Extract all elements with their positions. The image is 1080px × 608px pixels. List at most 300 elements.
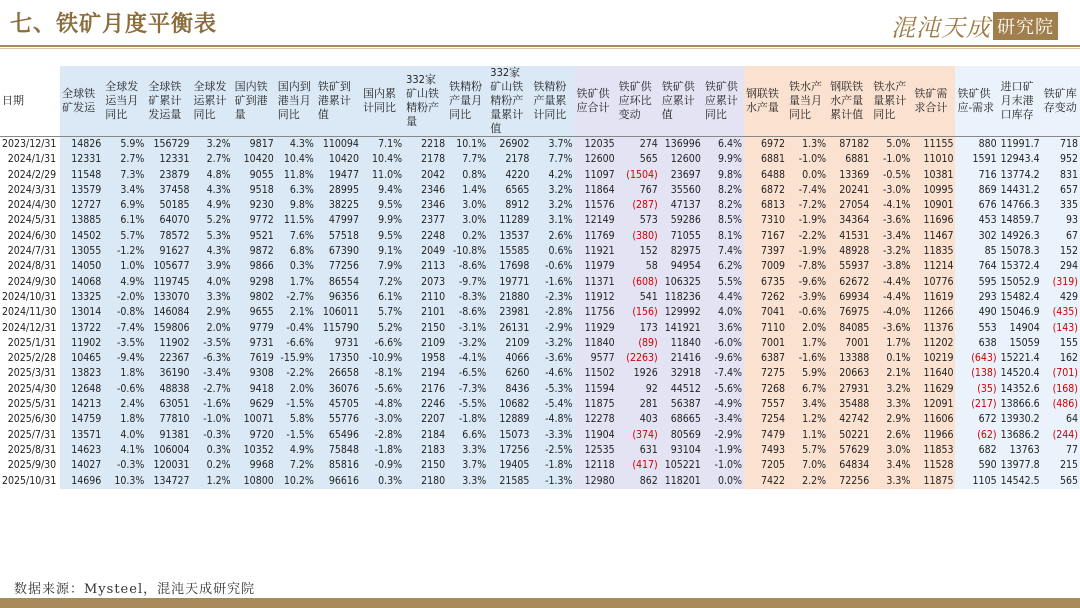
table-row xyxy=(0,152,1080,167)
table-cell: 110094 xyxy=(316,137,361,153)
table-cell: 15046.9 xyxy=(999,305,1042,320)
table-cell: 3.1% xyxy=(531,213,574,228)
table-cell: 2218 xyxy=(404,137,447,153)
table-cell: 10381 xyxy=(912,168,955,183)
table-cell: 2109 xyxy=(488,336,531,351)
table-cell: 274 xyxy=(617,137,660,153)
table-cell: 10420 xyxy=(233,152,276,167)
table-cell: 0.3% xyxy=(276,259,316,274)
table-cell: 716 xyxy=(955,168,998,183)
table-cell: 869 xyxy=(955,183,998,198)
table-cell: 72256 xyxy=(828,474,871,489)
table-cell: 1.2% xyxy=(192,474,233,489)
table-cell: 86554 xyxy=(316,275,361,290)
table-cell: -0.5% xyxy=(871,168,912,183)
table-row xyxy=(0,397,1080,412)
table-cell: -1.8% xyxy=(361,443,404,458)
table-cell: 11875 xyxy=(912,474,955,489)
table-cell: 11921 xyxy=(575,244,617,259)
table-cell: 1.7% xyxy=(276,275,316,290)
table-cell: 0.1% xyxy=(871,351,912,366)
table-cell: 11840 xyxy=(660,336,703,351)
table-cell: 65496 xyxy=(316,428,361,443)
table-cell: -2.9% xyxy=(703,428,744,443)
column-header: 铁水产量累计同比 xyxy=(871,66,912,137)
table-cell: 12278 xyxy=(575,412,617,427)
table-cell: 1.7% xyxy=(787,336,828,351)
table-cell: 50185 xyxy=(146,198,191,213)
table-cell: 56387 xyxy=(660,397,703,412)
date-cell: 2025/9/30 xyxy=(0,458,60,473)
table-cell: 36190 xyxy=(146,366,191,381)
table-row xyxy=(0,305,1080,320)
table-cell: 4066 xyxy=(488,351,531,366)
table-cell: 10901 xyxy=(912,198,955,213)
table-cell: -5.5% xyxy=(447,397,488,412)
table-cell: 119745 xyxy=(146,275,191,290)
table-cell: 14623 xyxy=(60,443,103,458)
table-cell: -3.6% xyxy=(531,351,574,366)
column-header: 332家矿山铁精粉产量累计值 xyxy=(488,66,531,137)
table-cell: 2194 xyxy=(404,366,447,381)
table-cell: 4.3% xyxy=(192,183,233,198)
table-cell: 15078.3 xyxy=(999,244,1042,259)
table-cell: 2180 xyxy=(404,474,447,489)
table-cell: 3.7% xyxy=(531,137,574,153)
table-cell: 9866 xyxy=(233,259,276,274)
table-cell: (643) xyxy=(955,351,998,366)
table-cell: 5.5% xyxy=(703,275,744,290)
table-cell: -1.9% xyxy=(703,443,744,458)
table-cell: 93104 xyxy=(660,443,703,458)
table-cell: 10.3% xyxy=(103,474,146,489)
table-cell: 14759 xyxy=(60,412,103,427)
table-cell: 13571 xyxy=(60,428,103,443)
table-cell: 403 xyxy=(617,412,660,427)
table-cell: 26658 xyxy=(316,366,361,381)
table-cell: 35560 xyxy=(660,183,703,198)
date-cell: 2023/12/31 xyxy=(0,137,60,153)
table-cell: (35) xyxy=(955,382,998,397)
date-cell: 2025/5/31 xyxy=(0,397,60,412)
table-cell: 34364 xyxy=(828,213,871,228)
table-cell: -4.6% xyxy=(531,366,574,381)
table-cell: 14068 xyxy=(60,275,103,290)
table-cell: -3.0% xyxy=(871,183,912,198)
table-cell: 10.4% xyxy=(276,152,316,167)
table-cell: 13055 xyxy=(60,244,103,259)
table-cell: 4.9% xyxy=(276,443,316,458)
table-row xyxy=(0,213,1080,228)
table-cell: 0.0% xyxy=(703,474,744,489)
table-cell: 293 xyxy=(955,290,998,305)
table-cell: 14502 xyxy=(60,229,103,244)
table-cell: 12943.4 xyxy=(999,152,1042,167)
table-cell: 7.7% xyxy=(447,152,488,167)
table-cell: 2101 xyxy=(404,305,447,320)
table-cell: 12600 xyxy=(575,152,617,167)
table-cell: 134727 xyxy=(146,474,191,489)
table-cell: (701) xyxy=(1042,366,1080,381)
table-cell: -4.4% xyxy=(871,290,912,305)
table-cell: 5.2% xyxy=(192,213,233,228)
table-cell: 9655 xyxy=(233,305,276,320)
table-cell: 118201 xyxy=(660,474,703,489)
table-cell: 68665 xyxy=(660,412,703,427)
table-cell: 77256 xyxy=(316,259,361,274)
table-cell: 10776 xyxy=(912,275,955,290)
table-cell: -5.3% xyxy=(531,382,574,397)
date-cell: 2024/9/30 xyxy=(0,275,60,290)
table-cell: 682 xyxy=(955,443,998,458)
table-cell: 302 xyxy=(955,229,998,244)
header-divider xyxy=(0,45,1080,47)
table-cell: 87182 xyxy=(828,137,871,153)
table-cell: 13579 xyxy=(60,183,103,198)
column-header: 全球发运累计同比 xyxy=(192,66,233,137)
column-header: 铁水产量当月同比 xyxy=(787,66,828,137)
table-cell: 1105 xyxy=(955,474,998,489)
table-cell: -7.2% xyxy=(787,198,828,213)
table-cell: 6872 xyxy=(744,183,787,198)
table-cell: 862 xyxy=(617,474,660,489)
table-cell: 64 xyxy=(1042,412,1080,427)
table-cell: 2248 xyxy=(404,229,447,244)
table-cell: 42742 xyxy=(828,412,871,427)
date-cell: 2025/3/31 xyxy=(0,366,60,381)
column-header: 铁矿到港累计值 xyxy=(316,66,361,137)
table-cell: 27054 xyxy=(828,198,871,213)
table-row xyxy=(0,137,1080,153)
table-cell: -0.6% xyxy=(531,259,574,274)
table-row xyxy=(0,382,1080,397)
table-cell: 1.2% xyxy=(787,412,828,427)
table-cell: 12331 xyxy=(146,152,191,167)
table-cell: 6972 xyxy=(744,137,787,153)
column-header: 钢联铁水产量累计值 xyxy=(828,66,871,137)
table-cell: -2.0% xyxy=(103,290,146,305)
table-cell: -1.3% xyxy=(531,474,574,489)
table-cell: 20663 xyxy=(828,366,871,381)
table-cell: 2176 xyxy=(404,382,447,397)
table-cell: 4.9% xyxy=(103,275,146,290)
table-cell: (608) xyxy=(617,275,660,290)
table-cell: 638 xyxy=(955,336,998,351)
table-cell: -5.6% xyxy=(703,382,744,397)
table-cell: 141921 xyxy=(660,321,703,336)
table-cell: -3.4% xyxy=(703,412,744,427)
table-cell: 8.1% xyxy=(703,229,744,244)
table-cell: 4.0% xyxy=(703,305,744,320)
table-row xyxy=(0,428,1080,443)
table-cell: 6565 xyxy=(488,183,531,198)
table-cell: 9577 xyxy=(575,351,617,366)
table-cell: 0.3% xyxy=(192,443,233,458)
table-cell: -0.6% xyxy=(103,382,146,397)
table-cell: 14826 xyxy=(60,137,103,153)
logo-script-text: 混沌天成 xyxy=(891,14,991,42)
table-cell: 1958 xyxy=(404,351,447,366)
table-cell: -3.6% xyxy=(871,321,912,336)
date-cell: 2024/3/31 xyxy=(0,183,60,198)
table-cell: 11202 xyxy=(912,336,955,351)
table-cell: 4.9% xyxy=(192,198,233,213)
table-cell: 50221 xyxy=(828,428,871,443)
table-cell: 11966 xyxy=(912,428,955,443)
table-cell: 2049 xyxy=(404,244,447,259)
table-cell: -1.8% xyxy=(447,412,488,427)
table-cell: 10995 xyxy=(912,183,955,198)
table-cell: 2.6% xyxy=(531,229,574,244)
table-cell: 0.2% xyxy=(447,229,488,244)
table-cell: 10465 xyxy=(60,351,103,366)
table-cell: 14696 xyxy=(60,474,103,489)
table-cell: -9.6% xyxy=(703,351,744,366)
table-cell: 93 xyxy=(1042,213,1080,228)
date-cell: 2024/8/31 xyxy=(0,259,60,274)
table-cell: 9.8% xyxy=(276,198,316,213)
table-cell: -1.9% xyxy=(787,244,828,259)
table-cell: 47997 xyxy=(316,213,361,228)
table-cell: 13763 xyxy=(999,443,1042,458)
table-cell: 12600 xyxy=(660,152,703,167)
table-cell: 19771 xyxy=(488,275,531,290)
table-cell: 156729 xyxy=(146,137,191,153)
table-cell: -1.2% xyxy=(103,244,146,259)
table-cell: 2110 xyxy=(404,290,447,305)
table-cell: -0.8% xyxy=(103,305,146,320)
page-header xyxy=(0,0,1080,44)
table-cell: 19405 xyxy=(488,458,531,473)
table-cell: 2184 xyxy=(404,428,447,443)
table-cell: 7557 xyxy=(744,397,787,412)
table-cell: (486) xyxy=(1042,397,1080,412)
table-cell: 11289 xyxy=(488,213,531,228)
table-cell: -4.1% xyxy=(871,198,912,213)
logo-box-text: 研究院 xyxy=(993,12,1058,40)
table-cell: 9.1% xyxy=(361,244,404,259)
table-cell: (380) xyxy=(617,229,660,244)
table-cell: 11548 xyxy=(60,168,103,183)
table-cell: 1.8% xyxy=(103,412,146,427)
table-cell: 7268 xyxy=(744,382,787,397)
table-cell: -3.4% xyxy=(871,229,912,244)
table-cell: 14542.5 xyxy=(999,474,1042,489)
table-cell: 21585 xyxy=(488,474,531,489)
table-cell: 595 xyxy=(955,275,998,290)
table-cell: 67390 xyxy=(316,244,361,259)
date-cell: 2024/1/31 xyxy=(0,152,60,167)
table-cell: 3.3% xyxy=(871,397,912,412)
table-cell: -8.1% xyxy=(361,366,404,381)
table-cell: 62672 xyxy=(828,275,871,290)
table-cell: 162 xyxy=(1042,351,1080,366)
table-cell: 8436 xyxy=(488,382,531,397)
table-cell: 1591 xyxy=(955,152,998,167)
table-cell: 2346 xyxy=(404,183,447,198)
table-cell: 9802 xyxy=(233,290,276,305)
table-cell: 8.2% xyxy=(703,198,744,213)
table-cell: -3.3% xyxy=(531,428,574,443)
date-cell: 2024/7/31 xyxy=(0,244,60,259)
table-cell: 13686.2 xyxy=(999,428,1042,443)
table-cell: 58 xyxy=(617,259,660,274)
table-cell: 26131 xyxy=(488,321,531,336)
table-body xyxy=(0,137,1080,489)
table-cell: (62) xyxy=(955,428,998,443)
table-cell: 7041 xyxy=(744,305,787,320)
table-cell: 3.4% xyxy=(103,183,146,198)
table-cell: (168) xyxy=(1042,382,1080,397)
table-cell: 6813 xyxy=(744,198,787,213)
table-cell: 3.2% xyxy=(531,183,574,198)
table-cell: 3.0% xyxy=(447,213,488,228)
table-cell: -3.0% xyxy=(361,412,404,427)
table-cell: 82975 xyxy=(660,244,703,259)
table-row xyxy=(0,259,1080,274)
table-cell: 8912 xyxy=(488,198,531,213)
table-cell: -3.1% xyxy=(447,321,488,336)
table-cell: 6881 xyxy=(828,152,871,167)
table-cell: -9.4% xyxy=(103,351,146,366)
table-cell: 96356 xyxy=(316,290,361,305)
table-cell: 9779 xyxy=(233,321,276,336)
table-cell: 17350 xyxy=(316,351,361,366)
table-cell: 11864 xyxy=(575,183,617,198)
table-cell: 565 xyxy=(617,152,660,167)
table-cell: 5.9% xyxy=(787,366,828,381)
table-cell: 3.7% xyxy=(447,458,488,473)
table-cell: -6.0% xyxy=(703,336,744,351)
table-cell: 9.9% xyxy=(361,213,404,228)
table-cell: -2.2% xyxy=(787,229,828,244)
table-cell: -0.4% xyxy=(276,321,316,336)
table-cell: 4.3% xyxy=(276,137,316,153)
table-cell: -1.0% xyxy=(703,458,744,473)
table-cell: 27931 xyxy=(828,382,871,397)
table-cell: -2.5% xyxy=(531,443,574,458)
table-cell: 5.2% xyxy=(361,321,404,336)
table-cell: 133070 xyxy=(146,290,191,305)
table-cell: 28995 xyxy=(316,183,361,198)
table-cell: 32918 xyxy=(660,366,703,381)
table-cell: 11769 xyxy=(575,229,617,244)
table-cell: 6.1% xyxy=(361,290,404,305)
table-cell: -3.8% xyxy=(871,259,912,274)
table-cell: 57629 xyxy=(828,443,871,458)
table-row xyxy=(0,474,1080,489)
table-cell: 7009 xyxy=(744,259,787,274)
table-cell: 2.7% xyxy=(103,152,146,167)
table-cell: 7110 xyxy=(744,321,787,336)
table-cell: 3.3% xyxy=(871,474,912,489)
table-cell: (2263) xyxy=(617,351,660,366)
table-cell: 952 xyxy=(1042,152,1080,167)
table-cell: 6.4% xyxy=(703,137,744,153)
table-cell: 7.2% xyxy=(361,275,404,290)
table-cell: 11576 xyxy=(575,198,617,213)
table-cell: 115790 xyxy=(316,321,361,336)
table-cell: 10800 xyxy=(233,474,276,489)
table-cell: 11902 xyxy=(60,336,103,351)
table-cell: 3.2% xyxy=(192,137,233,153)
table-cell: 19477 xyxy=(316,168,361,183)
table-cell: 7493 xyxy=(744,443,787,458)
table-cell: 1.1% xyxy=(787,428,828,443)
table-cell: 4.4% xyxy=(703,290,744,305)
table-cell: 11840 xyxy=(575,336,617,351)
table-cell: 453 xyxy=(955,213,998,228)
table-cell: 672 xyxy=(955,412,998,427)
table-cell: 6.9% xyxy=(103,198,146,213)
table-cell: 173 xyxy=(617,321,660,336)
table-cell: 3.2% xyxy=(531,198,574,213)
table-cell: 1.7% xyxy=(871,336,912,351)
table-cell: 1.3% xyxy=(787,137,828,153)
table-cell: 1.8% xyxy=(103,366,146,381)
date-cell: 2024/2/29 xyxy=(0,168,60,183)
table-cell: 2346 xyxy=(404,198,447,213)
table-cell: 10420 xyxy=(316,152,361,167)
table-cell: 4.3% xyxy=(192,244,233,259)
table-cell: 13014 xyxy=(60,305,103,320)
table-cell: 11904 xyxy=(575,428,617,443)
table-row xyxy=(0,168,1080,183)
table-cell: 105221 xyxy=(660,458,703,473)
table-cell: 155 xyxy=(1042,336,1080,351)
table-cell: 136996 xyxy=(660,137,703,153)
table-cell: -9.6% xyxy=(787,275,828,290)
table-row xyxy=(0,412,1080,427)
table-row xyxy=(0,351,1080,366)
table-cell: 0.8% xyxy=(447,168,488,183)
table-cell: 9.5% xyxy=(361,229,404,244)
column-header: 日期 xyxy=(0,66,60,137)
table-cell: 20241 xyxy=(828,183,871,198)
table-cell: 657 xyxy=(1042,183,1080,198)
table-cell: 21416 xyxy=(660,351,703,366)
table-cell: -1.8% xyxy=(531,458,574,473)
table-cell: -6.6% xyxy=(361,336,404,351)
column-header: 全球发运当月同比 xyxy=(103,66,146,137)
table-cell: -7.4% xyxy=(787,183,828,198)
table-cell: 12980 xyxy=(575,474,617,489)
table-cell: 9731 xyxy=(233,336,276,351)
table-cell: 13823 xyxy=(60,366,103,381)
table-cell: 4.8% xyxy=(192,168,233,183)
table-cell: 12331 xyxy=(60,152,103,167)
table-cell: 9.8% xyxy=(703,168,744,183)
table-cell: 14027 xyxy=(60,458,103,473)
table-row xyxy=(0,275,1080,290)
table-cell: 573 xyxy=(617,213,660,228)
table-cell: 15221.4 xyxy=(999,351,1042,366)
table-cell: -3.5% xyxy=(103,336,146,351)
table-cell: -1.0% xyxy=(787,152,828,167)
table-cell: 11.5% xyxy=(276,213,316,228)
table-cell: 12149 xyxy=(575,213,617,228)
table-cell: 767 xyxy=(617,183,660,198)
table-cell: 9298 xyxy=(233,275,276,290)
table-cell: 11629 xyxy=(912,382,955,397)
table-cell: 11097 xyxy=(575,168,617,183)
table-cell: 21880 xyxy=(488,290,531,305)
table-cell: 7397 xyxy=(744,244,787,259)
table-cell: -1.5% xyxy=(276,397,316,412)
table-cell: -6.6% xyxy=(276,336,316,351)
table-cell: 2113 xyxy=(404,259,447,274)
table-cell: 553 xyxy=(955,321,998,336)
